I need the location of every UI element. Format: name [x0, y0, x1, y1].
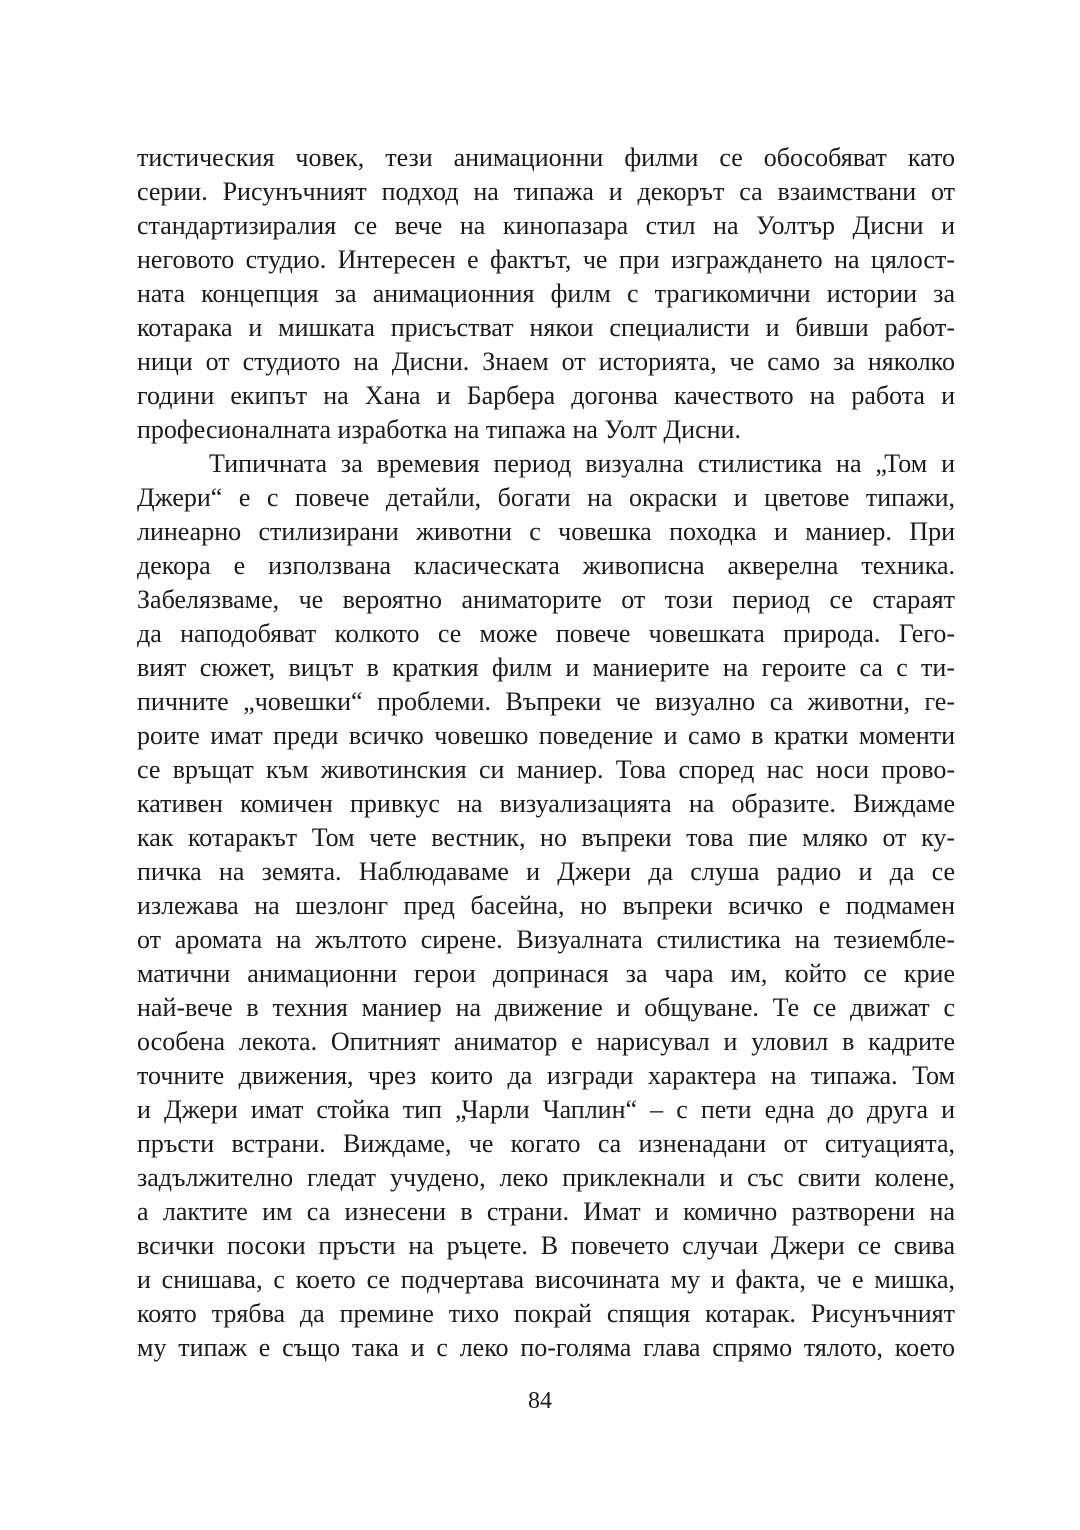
text-line: серии. Рисунъчният подход на типажа и декорът са взаимствани от	[137, 177, 955, 206]
page-number: 84	[528, 1388, 552, 1414]
text-line: стандартизиралия се вече на кинопазара стил на Уолтър Дисни и	[137, 211, 955, 240]
text-line: матични анимационни герои допринася за чара им, който се крие	[137, 959, 955, 988]
text-line: особена лекота. Опитният аниматор е нарисувал и уловил в кадрите	[137, 1027, 955, 1056]
text-line: пичка на земята. Наблюдаваме и Джери да слуша радио и да се	[137, 857, 955, 886]
text-line: Джери“ е с повече детайли, богати на окраски и цветове типажи,	[137, 483, 955, 512]
text-line: котарака и мишката присъстват някои специалисти и бивши работ-	[137, 313, 955, 342]
text-line: всички посоки пръсти на ръцете. В повечето случаи Джери се свива	[137, 1231, 955, 1260]
text-line: Забелязваме, че вероятно аниматорите от този период се стараят	[137, 585, 955, 614]
text-line: от аромата на жълтото сирене. Визуалната стилистика на тезиембле-	[137, 925, 955, 954]
text-line: пръсти встрани. Виждаме, че когато са изненадани от ситуацията,	[137, 1129, 955, 1158]
text-line: пичните „човешки“ проблеми. Въпреки че визуално са животни, ге-	[137, 687, 955, 716]
text-line: кативен комичен привкус на визуализацията на образите. Виждаме	[137, 789, 955, 818]
text-line: която трябва да премине тихо покрай спящия котарак. Рисунъчният	[137, 1299, 955, 1328]
text-line: задължително гледат учудено, леко приклекнали и със свити колене,	[137, 1163, 955, 1192]
text-line: да наподобяват колкото се може повече човешката природа. Гего-	[137, 619, 955, 648]
text-line: се връщат към животинския си маниер. Това според нас носи прово-	[137, 755, 955, 784]
text-line: а лактите им са изнесени в страни. Имат и комично разтворени на	[137, 1197, 955, 1226]
paragraph-end-line: професионалната изработка на типажа на Уолт Дисни.	[137, 415, 741, 444]
text-line: ници от студиото на Дисни. Знаем от историята, че само за няколко	[137, 347, 955, 376]
text-line: най-вече в техния маниер на движение и общуване. Те се движат с	[137, 993, 955, 1022]
text-line: години екипът на Хана и Барбера догонва качеството на работа и	[137, 381, 955, 410]
text-line: линеарно стилизирани животни с човешка походка и маниер. При	[137, 517, 955, 546]
body-text	[137, 141, 955, 1365]
text-line: и снишава, с което се подчертава височината му и факта, че е мишка,	[137, 1265, 955, 1294]
text-line: и Джери имат стойка тип „Чарли Чаплин“ – с пети една до друга и	[137, 1095, 955, 1124]
text-line: точните движения, чрез които да изгради характера на типажа. Том	[137, 1061, 955, 1090]
text-line: излежава на шезлонг пред басейна, но въпреки всичко е подмамен	[137, 891, 955, 920]
text-line: му типаж е също така и с леко по-голяма глава спрямо тялото, което	[137, 1333, 955, 1362]
text-line: роите имат преди всичко човешко поведение и само в кратки моменти	[137, 721, 955, 750]
paragraph-first-line: Типичната за времевия период визуална стилистика на „Том и	[209, 449, 955, 478]
text-line: тистическия човек, тези анимационни филми се обособяват като	[137, 143, 955, 172]
text-line: вият сюжет, вицът в краткия филм и маниерите на героите са с ти-	[137, 653, 955, 682]
text-line: ната концепция за анимационния филм с трагикомични истории за	[137, 279, 955, 308]
text-line: декора е използвана класическата живописна акверелна техника.	[137, 551, 955, 580]
text-line: неговото студио. Интересен е фактът, че при изграждането на цялост-	[137, 245, 955, 274]
text-line: как котаракът Том чете вестник, но въпреки това пие мляко от ку-	[137, 823, 955, 852]
